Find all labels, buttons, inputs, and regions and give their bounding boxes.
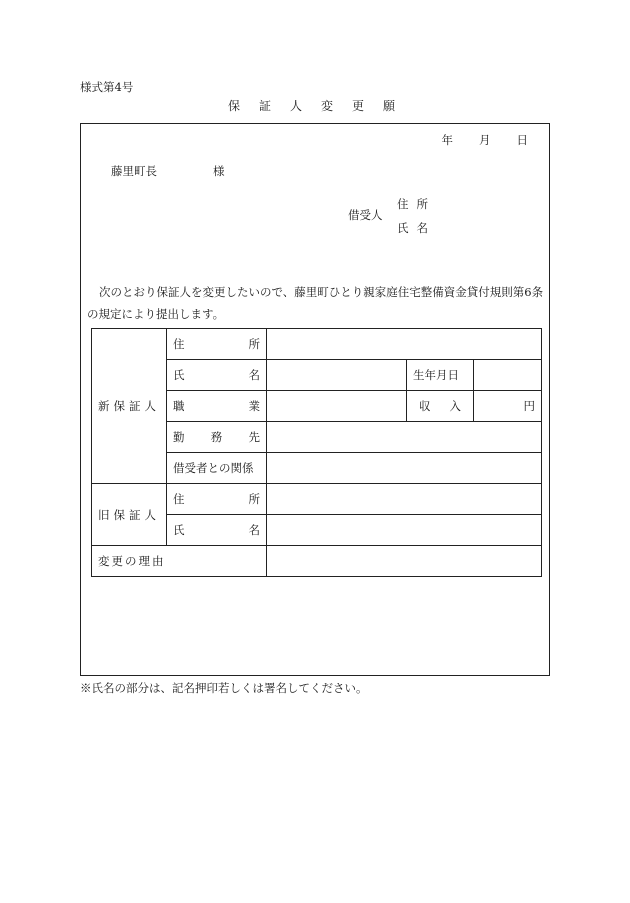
guarantor-table [91,328,542,577]
borrower-name-label: 氏名 [397,221,436,235]
addressee [111,163,225,179]
reason-field[interactable] [267,546,542,577]
income-field[interactable] [474,391,542,422]
old-address-label: 住 所 [167,484,267,515]
new-address-label: 住 所 [167,329,267,360]
borrower-label: 借受人 [348,208,383,222]
form-title: 保証人変更願 [227,99,414,113]
addressee-name: 藤里町長 [111,164,157,178]
workplace-label: 勤 務 先 [167,422,267,453]
birthdate-field[interactable] [474,360,542,391]
date-year: 年 [441,133,453,147]
form-frame [80,123,550,676]
table-row [92,546,542,577]
old-guarantor-label: 旧保証人 [92,484,167,546]
new-guarantor-label: 新保証人 [92,329,167,484]
date-month: 月 [479,133,491,147]
new-address-field[interactable] [267,329,542,360]
old-name-field[interactable] [267,515,542,546]
old-address-field[interactable] [267,484,542,515]
table-row [92,484,542,515]
table-row [92,329,542,360]
income-label: 収 入 [407,391,474,422]
relation-field[interactable] [267,453,542,484]
birthdate-label: 生年月日 [407,360,474,391]
borrower-address-label: 住所 [397,197,436,211]
borrower-fields [397,192,436,240]
new-name-label: 氏 名 [167,360,267,391]
occupation-label: 職 業 [167,391,267,422]
workplace-field[interactable] [267,422,542,453]
occupation-field[interactable] [267,391,407,422]
relation-label: 借受者との関係 [167,453,267,484]
reason-label: 変更の理由 [92,546,267,577]
body-text: 次のとおり保証人を変更したいので、藤里町ひとり親家庭住宅整備資金貸付規則第6条の規定により提出します。 [87,285,544,321]
form-number: 様式第4号 [80,80,134,94]
date-line [442,132,529,148]
new-name-field[interactable] [267,360,407,391]
date-day: 日 [516,133,528,147]
addressee-honorific: 様 [213,164,225,178]
footnote: ※氏名の部分は、記名押印若しくは署名してください。 [80,681,368,695]
yen-unit: 円 [523,399,536,413]
old-name-label: 氏 名 [167,515,267,546]
